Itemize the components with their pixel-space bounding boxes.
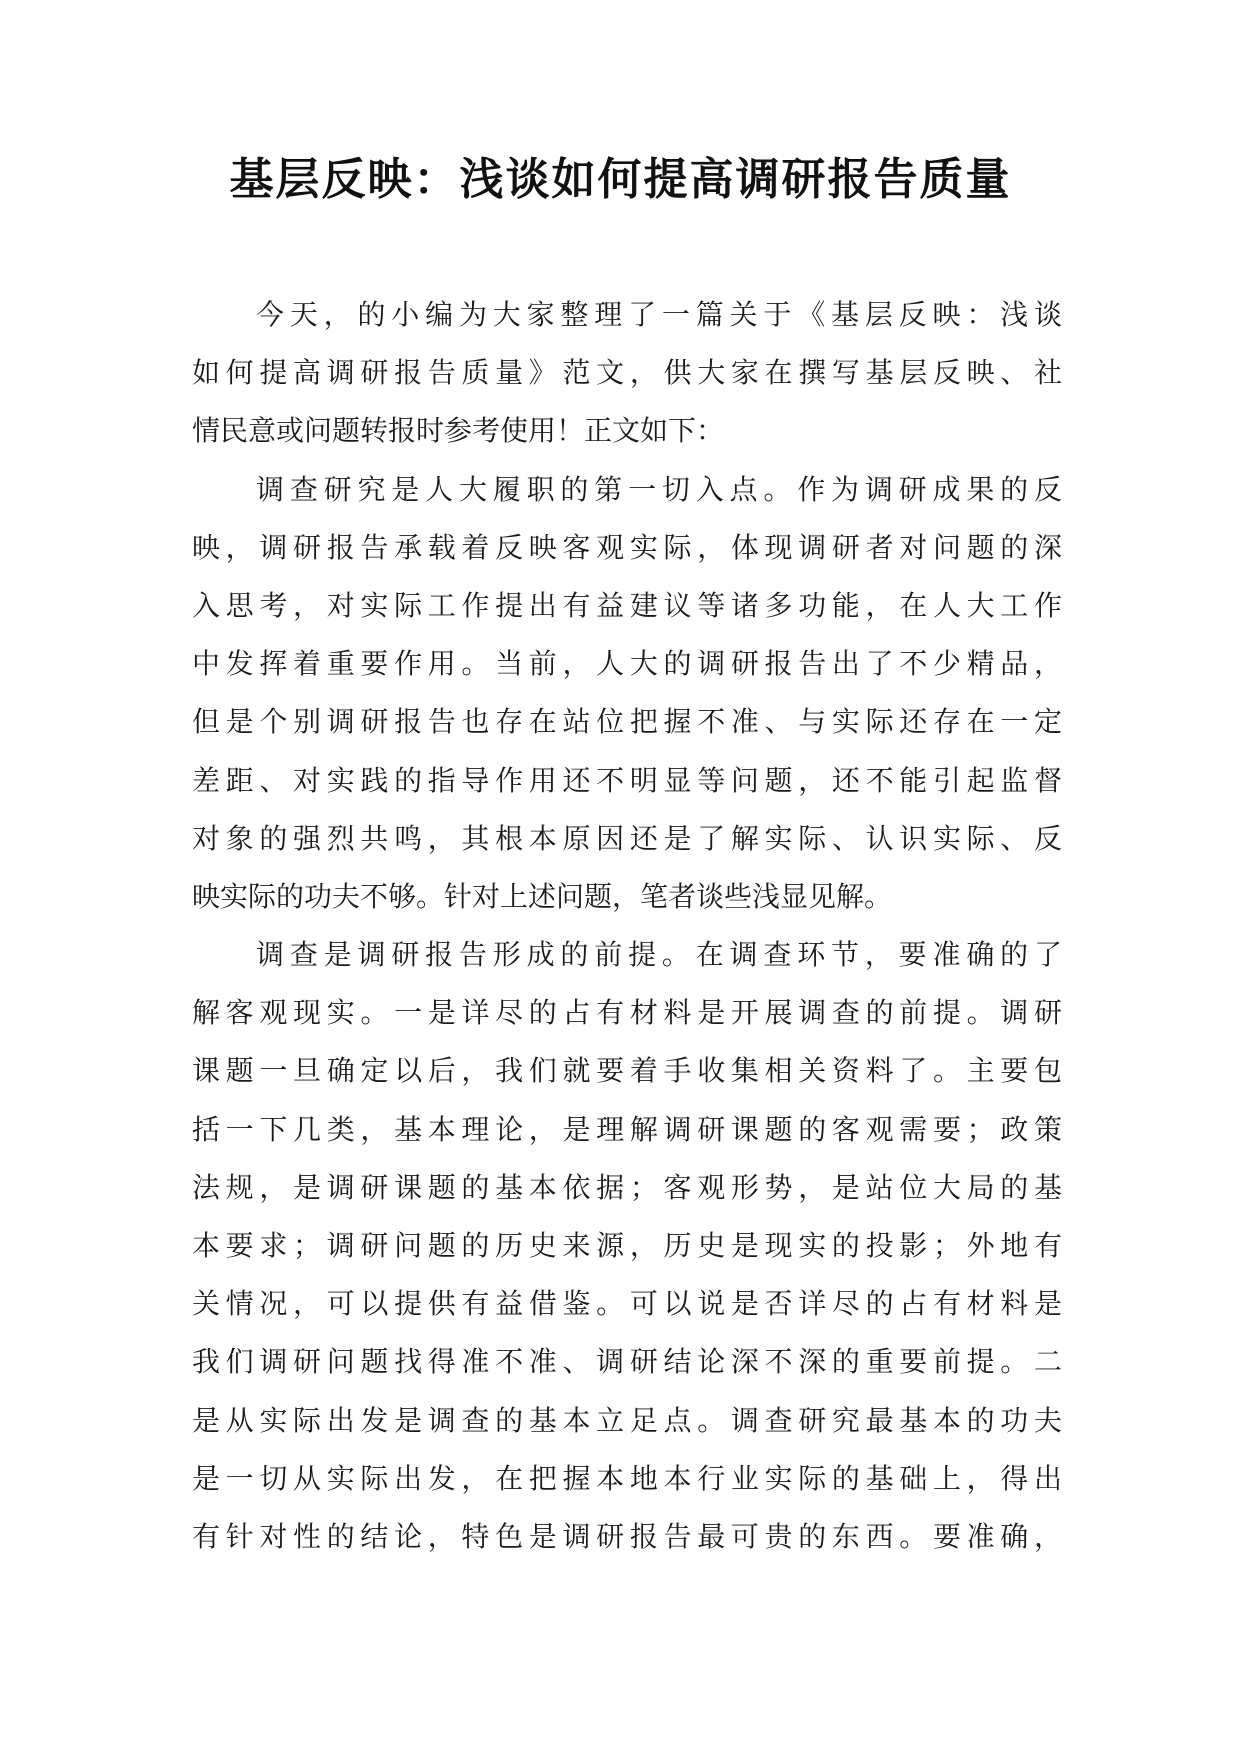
text-line: 差距、对实践的指导作用还不明显等问题，还不能引起监督 (192, 763, 1068, 797)
text-line: 今天，的小编为大家整理了一篇关于《基层反映：浅谈 (256, 298, 1068, 331)
text-line: 但是个别调研报告也存在站位把握不准、与实际还存在一定 (192, 705, 1068, 739)
text-line: 对象的强烈共鸣，其根本原因还是了解实际、认识实际、反 (192, 821, 1068, 855)
document-body (192, 286, 1068, 1566)
text-line: 是一切从实际出发，在把握本地本行业实际的基础上，得出 (192, 1461, 1068, 1495)
text-line: 我们调研问题找得准不准、调研结论深不深的重要前提。二 (192, 1345, 1068, 1379)
text-line: 中发挥着重要作用。当前，人大的调研报告出了不少精品， (192, 647, 1068, 681)
text-line: 本要求；调研问题的历史来源，历史是现实的投影；外地有 (192, 1229, 1068, 1262)
text-line: 有针对性的结论，特色是调研报告最可贵的东西。要准确， (192, 1519, 1068, 1553)
text-line: 调查研究是人大履职的第一切入点。作为调研成果的反 (256, 472, 1068, 506)
text-line: 映实际的功夫不够。针对上述问题，笔者谈些浅显见解。 (192, 879, 893, 913)
text-line: 括一下几类，基本理论，是理解调研课题的客观需要；政策 (192, 1112, 1068, 1146)
document-title: 基层反映：浅谈如何提高调研报告质量 (229, 154, 1012, 205)
text-line: 关情况，可以提供有益借鉴。可以说是否详尽的占有材料是 (192, 1287, 1068, 1321)
text-line: 入思考，对实际工作提出有益建议等诸多功能，在人大工作 (192, 588, 1068, 622)
text-line: 调查是调研报告形成的前提。在调查环节，要准确的了 (256, 938, 1068, 972)
text-line: 课题一旦确定以后，我们就要着手收集相关资料了。主要包 (192, 1054, 1068, 1088)
text-line: 是从实际出发是调查的基本立足点。调查研究最基本的功夫 (192, 1403, 1068, 1437)
text-line: 解客观现实。一是详尽的占有材料是开展调查的前提。调研 (192, 996, 1068, 1030)
text-line: 映，调研报告承载着反映客观实际，体现调研者对问题的深 (192, 530, 1068, 564)
text-line: 情民意或问题转报时参考使用！正文如下： (192, 414, 725, 448)
text-line: 如何提高调研报告质量》范文，供大家在撰写基层反映、社 (192, 356, 1068, 390)
text-line: 法规，是调研课题的基本依据；客观形势，是站位大局的基 (192, 1170, 1068, 1204)
